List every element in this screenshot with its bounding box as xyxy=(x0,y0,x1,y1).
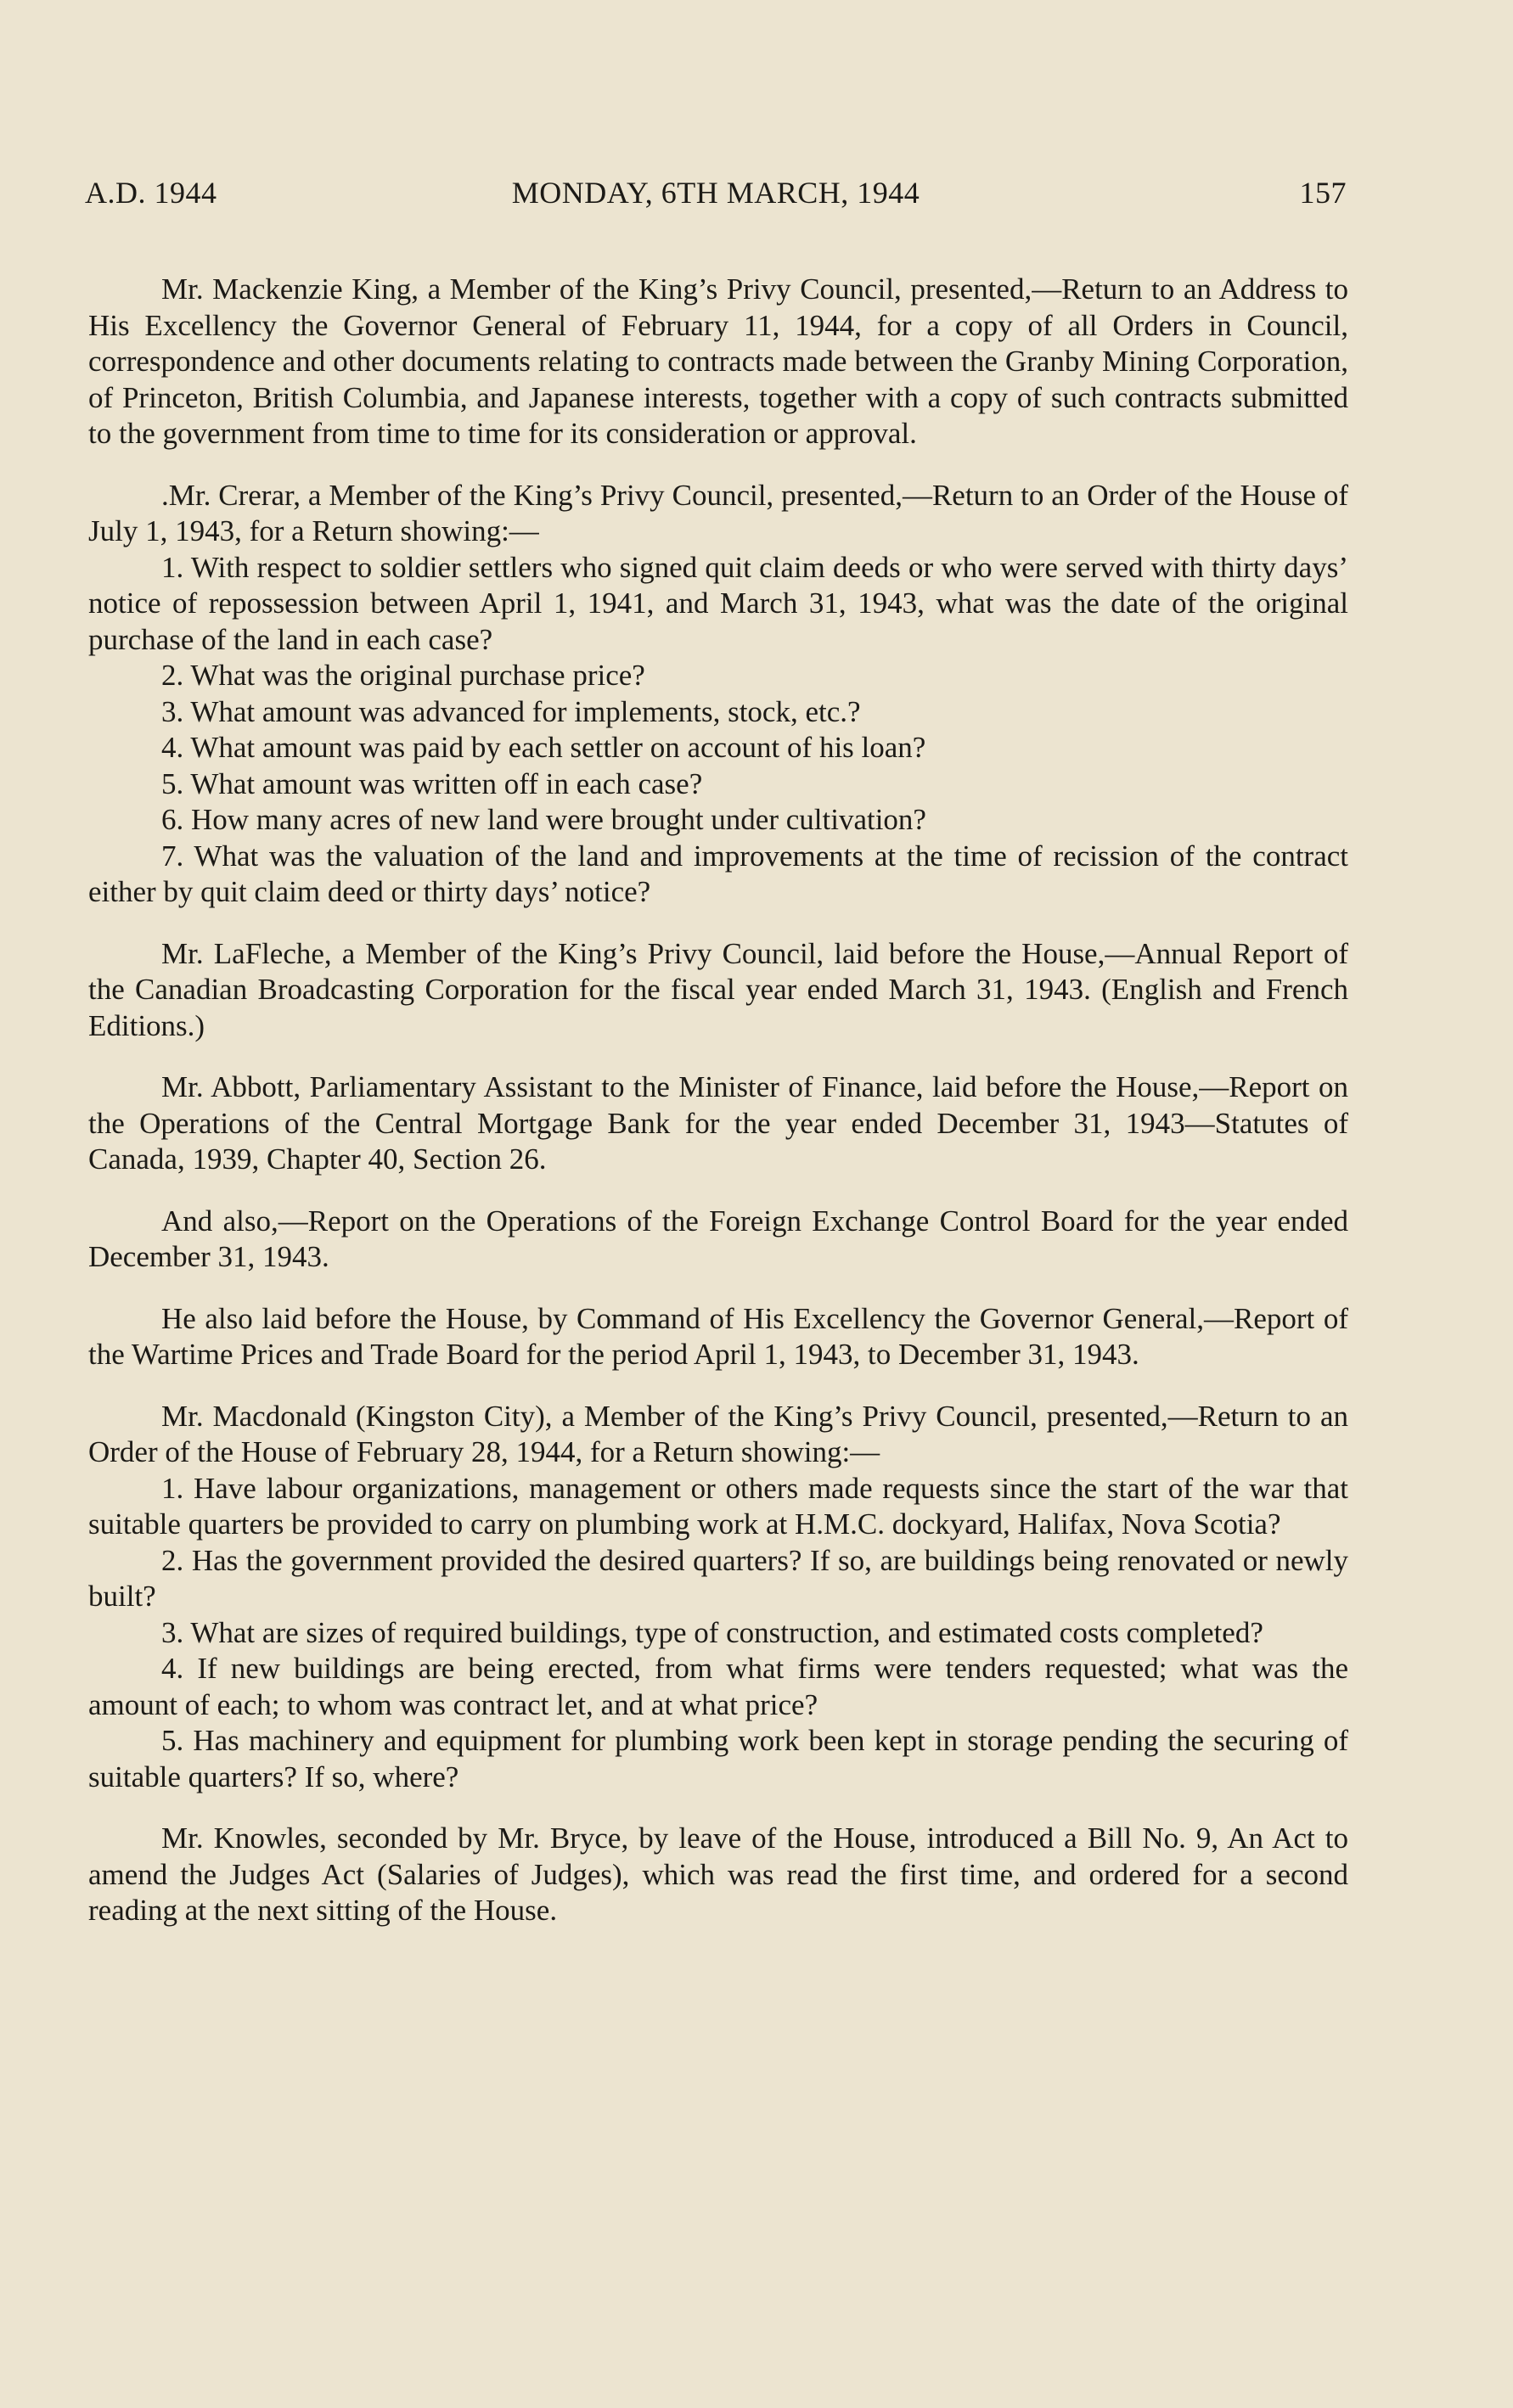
page-number: 157 xyxy=(1299,176,1347,210)
crerar-question-3: 3. What amount was advanced for implements, stock, etc.? xyxy=(161,694,861,728)
macdonald-question-5: 5. Has machinery and equipment for plumbing work been kept in storage pending the securing of suitable quarters? If so, where? xyxy=(88,1724,1348,1793)
macdonald-question-3: 3. What are sizes of required buildings, type of construction, and estimated costs completed? xyxy=(161,1615,1263,1649)
crerar-question-4: 4. What amount was paid by each settler on account of his loan? xyxy=(161,731,926,764)
macdonald-question-1: 1. Have labour organizations, management or others made requests since the start of the war that suitable quarters be provided to carry on plumbing work at H.M.C. dockyard, Halifax, Nova Scotia? xyxy=(88,1471,1348,1541)
paragraph-abbott-report: Mr. Abbott, Parliamentary Assistant to the Minister of Finance, laid before the House,—Report on the Operations of the Central Mortgage Bank for the year ended December 31, 1943—Statutes of Canada, 1939, Chapter 40, Section 26. xyxy=(88,1070,1348,1176)
paragraph-crerar-intro: .Mr. Crerar, a Member of the King’s Privy Council, presented,—Return to an Order of the House of July 1, 1943, for a Return showing:— xyxy=(88,478,1348,547)
page-header xyxy=(85,175,1347,217)
header-date: MONDAY, 6TH MARCH, 1944 xyxy=(511,176,920,210)
header-year: A.D. 1944 xyxy=(85,176,217,210)
crerar-question-2: 2. What was the original purchase price? xyxy=(161,659,645,692)
crerar-question-1: 1. With respect to soldier settlers who signed quit claim deeds or who were served with thirty days’ notice of repossession between April 1, 1941, and March 31, 1943, what was the date of the original purchase of the land in each case? xyxy=(88,550,1348,656)
paragraph-knowles-bill: Mr. Knowles, seconded by Mr. Bryce, by leave of the House, introduced a Bill No. 9, An Act to amend the Judges Act (Salaries of Judges), which was read the first time, and ordered for a second reading at the next sitting of the House. xyxy=(88,1821,1348,1927)
paragraph-macdonald-intro: Mr. Macdonald (Kingston City), a Member of the King’s Privy Council, presented,—Return to an Order of the House of February 28, 1944, for a Return showing:— xyxy=(88,1399,1348,1468)
paragraph-wartime-prices-report: He also laid before the House, by Command of His Excellency the Governor General,—Report of the Wartime Prices and Trade Board for the period April 1, 1943, to December 31, 1943. xyxy=(88,1301,1348,1371)
paragraph-mackenzie-king-return: Mr. Mackenzie King, a Member of the King’s Privy Council, presented,—Return to an Address to His Excellency the Governor General of February 11, 1944, for a copy of all Orders in Council, correspondence and other documents relating to contracts made between the Granby Mining Corporation, of Princeton, British Columbia, and Japanese interests, together with a copy of such contracts submitted to the government from time to time for its consideration or approval. xyxy=(88,272,1348,450)
macdonald-question-4: 4. If new buildings are being erected, from what firms were tenders requested; what was the amount of each; to whom was contract let, and at what price? xyxy=(88,1652,1348,1721)
page-body xyxy=(88,272,1348,1955)
crerar-question-7: 7. What was the valuation of the land and improvements at the time of recission of the contract either by quit claim deed or thirty days’ notice? xyxy=(88,839,1348,908)
paragraph-foreign-exchange-report: And also,—Report on the Operations of the Foreign Exchange Control Board for the year ended December 31, 1943. xyxy=(88,1204,1348,1273)
crerar-question-6: 6. How many acres of new land were brought under cultivation? xyxy=(161,803,926,836)
paragraph-lafleche-report: Mr. LaFleche, a Member of the King’s Privy Council, laid before the House,—Annual Report of the Canadian Broadcasting Corporation for the fiscal year ended March 31, 1943. (English and French Editions.) xyxy=(88,936,1348,1042)
macdonald-question-2: 2. Has the government provided the desired quarters? If so, are buildings being renovated or newly built? xyxy=(88,1543,1348,1613)
crerar-question-5: 5. What amount was written off in each case? xyxy=(161,766,703,800)
